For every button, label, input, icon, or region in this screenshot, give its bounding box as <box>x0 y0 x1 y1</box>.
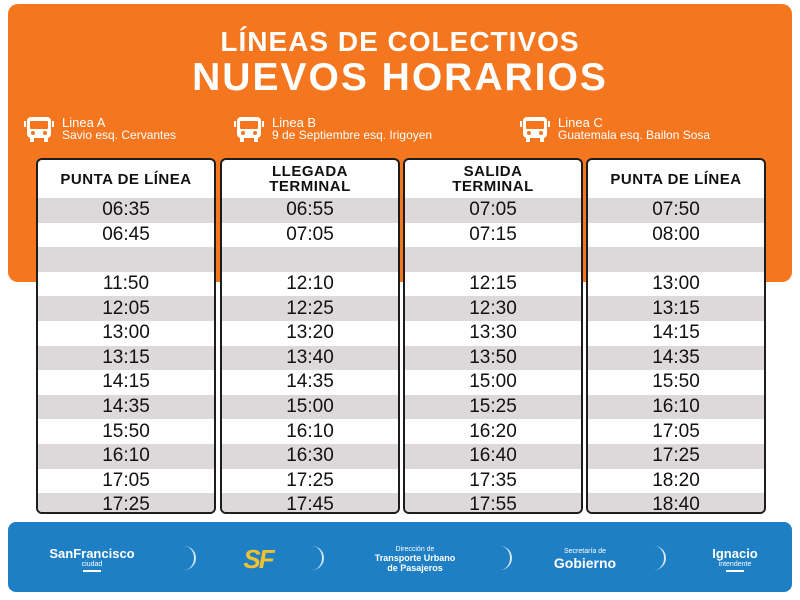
logo-gobierno-text: Gobierno <box>553 555 617 571</box>
column-punta-de-linea-origin <box>36 158 216 514</box>
schedule-cell: 13:40 <box>222 346 398 371</box>
column-punta-de-linea-destination <box>586 158 766 514</box>
title-line-2: NUEVOS HORARIOS <box>192 56 608 99</box>
schedule-cell: 15:00 <box>222 395 398 420</box>
schedule-cell: 14:15 <box>102 371 150 393</box>
schedule-cell: 17:05 <box>102 469 150 491</box>
column-rows <box>222 198 398 514</box>
title-line-1: LÍNEAS DE COLECTIVOS <box>220 26 580 57</box>
schedule-cell: 12:25 <box>222 296 398 321</box>
schedule-cell: 14:15 <box>652 322 700 344</box>
schedule-cell: 13:20 <box>286 322 334 344</box>
schedule-cell: 06:35 <box>38 198 214 223</box>
schedule-cell <box>405 247 581 272</box>
schedule-cell: 12:05 <box>38 296 214 321</box>
schedule-cell: 16:30 <box>222 444 398 469</box>
line-b-name: Linea B <box>272 115 317 130</box>
line-b-address: 9 de Septiembre esq. Irigoyen <box>272 128 433 142</box>
schedule-cell: 07:15 <box>469 223 517 245</box>
line-c-name: Linea C <box>558 115 603 130</box>
schedule-cell: 17:25 <box>286 469 334 491</box>
logo-san-francisco-ciudad <box>30 546 154 572</box>
schedule-cell <box>588 247 764 272</box>
schedule-cell: 17:25 <box>38 493 214 514</box>
schedule-cell: 13:15 <box>588 296 764 321</box>
bus-icon <box>520 115 550 143</box>
logo-ignacio-text: Ignacio <box>712 546 758 561</box>
line-a-name: Linea A <box>62 115 106 130</box>
schedule-cell: 15:25 <box>405 395 581 420</box>
bus-icon <box>24 115 54 143</box>
logo-pasajeros-text: de Pasajeros <box>387 563 443 573</box>
schedule-cell: 08:00 <box>652 223 700 245</box>
schedule-cell: 16:10 <box>38 444 214 469</box>
schedule-cell: 14:35 <box>588 346 764 371</box>
logo-transporte-text: Transporte Urbano <box>374 553 456 563</box>
schedule-cell <box>222 247 398 272</box>
logo-ciudad-text: ciudad <box>81 561 103 568</box>
schedule-cell: 17:35 <box>469 469 517 491</box>
logo-secretaria-text: Secretaría de <box>563 548 607 555</box>
schedule-cell: 16:10 <box>286 420 334 442</box>
logo-direccion-text: Dirección de <box>395 546 435 553</box>
column-header: SALIDA TERMINAL <box>452 163 534 195</box>
column-header: PUNTA DE LÍNEA <box>60 170 192 188</box>
schedule-cell: 13:00 <box>652 273 700 295</box>
schedule-cell: 18:40 <box>588 493 764 514</box>
schedule-cell: 07:05 <box>405 198 581 223</box>
schedule-cell: 16:10 <box>588 395 764 420</box>
logo-intendente-text: intendente <box>718 561 752 568</box>
column-header: LLEGADA TERMINAL <box>269 163 351 195</box>
column-rows <box>38 198 214 514</box>
schedule-cell: 13:30 <box>469 322 517 344</box>
logo-sf-text: SF <box>243 544 273 574</box>
schedule-cell: 12:15 <box>469 273 517 295</box>
logo-transporte-urbano <box>350 546 480 573</box>
schedule-cell: 17:55 <box>405 493 581 514</box>
column-rows <box>588 198 764 514</box>
schedule-cell: 13:50 <box>405 346 581 371</box>
schedule-cell: 14:35 <box>286 371 334 393</box>
schedule-cell: 18:20 <box>652 469 700 491</box>
logo-san-francisco-text: SanFrancisco <box>49 546 135 561</box>
schedule-cell: 16:40 <box>405 444 581 469</box>
schedule-cell: 15:50 <box>102 420 150 442</box>
column-header: PUNTA DE LÍNEA <box>610 170 742 188</box>
schedule-cell: 17:45 <box>222 493 398 514</box>
line-c-address: Guatemala esq. Bailon Sosa <box>558 128 711 142</box>
column-rows <box>405 198 581 514</box>
schedule-cell: 17:05 <box>652 420 700 442</box>
schedule-cell: 07:05 <box>286 223 334 245</box>
schedule-cell: 12:30 <box>405 296 581 321</box>
logo-ignacio-intendente <box>690 546 780 572</box>
schedule-cell: 06:55 <box>222 198 398 223</box>
schedule-cell: 15:00 <box>469 371 517 393</box>
schedule-cell: 17:25 <box>588 444 764 469</box>
schedule-cell: 11:50 <box>102 273 150 295</box>
logo-secretaria-gobierno <box>530 548 640 571</box>
column-salida-terminal <box>403 158 583 514</box>
bus-icon <box>234 115 264 143</box>
schedule-cell: 15:50 <box>652 371 700 393</box>
schedule-cell: 13:00 <box>102 322 150 344</box>
schedule-cell <box>38 247 214 272</box>
schedule-cell: 06:45 <box>102 223 150 245</box>
line-a-address: Savio esq. Cervantes <box>62 128 177 142</box>
schedule-cell: 16:20 <box>469 420 517 442</box>
schedule-cell: 07:50 <box>588 198 764 223</box>
logo-sf <box>228 544 288 575</box>
schedule-cell: 13:15 <box>38 346 214 371</box>
column-llegada-terminal <box>220 158 400 514</box>
schedule-cell: 12:10 <box>286 273 334 295</box>
schedule-cell: 14:35 <box>38 395 214 420</box>
